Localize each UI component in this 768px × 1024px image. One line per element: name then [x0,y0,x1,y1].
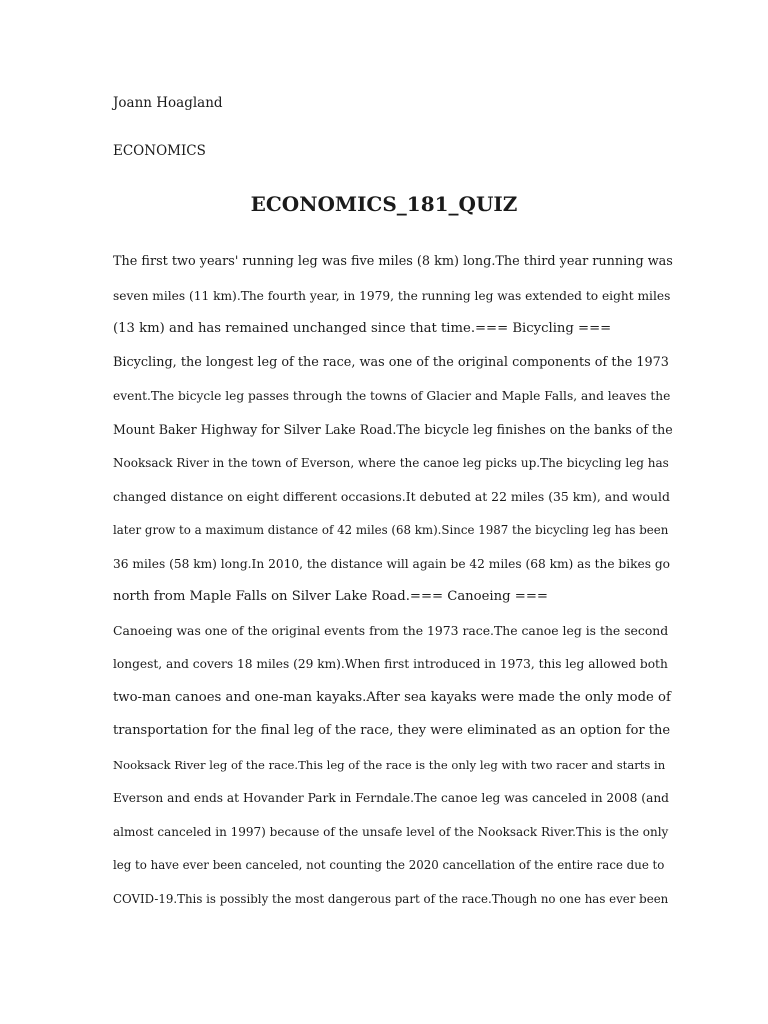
body-line: seven miles (11 km).The fourth year, in 1979, the running leg was extended to eight miles [113,288,671,303]
body-line: 36 miles (58 km) long.In 2010, the distance will again be 42 miles (68 km) as the bikes go [113,556,670,571]
body-line: Nooksack River in the town of Everson, where the canoe leg picks up.The bicycling leg has [113,456,669,470]
body-line: Canoeing was one of the original events from the 1973 race.The canoe leg is the second [113,622,669,638]
body-line: two-man canoes and one-man kayaks.After sea kayaks were made the only mode of [113,689,671,705]
body-line: later grow to a maximum distance of 42 miles (68 km).Since 1987 the bicycling leg has been [113,523,669,537]
body-line: COVID-19.This is possibly the most dangerous part of the race.Though no one has ever been [113,891,669,906]
body-line: transportation for the final leg of the race, they were eliminated as an option for the [113,723,671,738]
body-line: Bicycling, the longest leg of the race, was one of the original components of the 1973 [113,354,669,370]
author-name: Joann Hoagland [113,95,223,111]
body-line: event.The bicycle leg passes through the towns of Glacier and Maple Falls, and leaves the [113,389,671,403]
body-line: longest, and covers 18 miles (29 km).When first introduced in 1973, this leg allowed both [113,657,668,671]
body-line: almost canceled in 1997) because of the unsafe level of the Nooksack River.This is the only [113,824,669,839]
body-line: Mount Baker Highway for Silver Lake Road.The bicycle leg finishes on the banks of the [113,421,673,437]
body-line: (13 km) and has remained unchanged since that time.=== Bicycling === [113,321,612,336]
body-line: leg to have ever been canceled, not counting the 2020 cancellation of the entire race due to [113,858,665,872]
body-line: changed distance on eight different occasions.It debuted at 22 miles (35 km), and would [113,488,670,504]
body-line: north from Maple Falls on Silver Lake Road.=== Canoeing === [113,589,548,604]
document-body [113,252,673,922]
body-line: Nooksack River leg of the race.This leg of the race is the only leg with two racer and starts in [113,757,666,772]
course-name: ECONOMICS [113,143,206,159]
body-line: Everson and ends at Hovander Park in Ferndale.The canoe leg was canceled in 2008 (and [113,791,669,805]
body-line: The first two years' running leg was five miles (8 km) long.The third year running was [113,254,673,269]
document-title: ECONOMICS_181_QUIZ [250,192,518,216]
